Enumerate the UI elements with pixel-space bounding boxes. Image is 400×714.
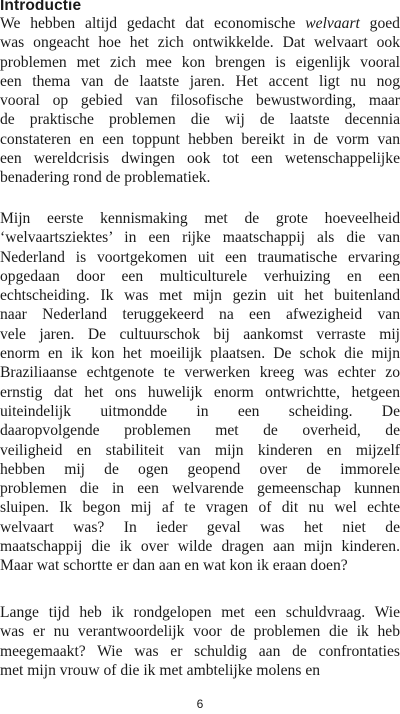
text-line: hebben mij de ogen geopend over de immorele <box>0 460 400 478</box>
text-line: We hebben altijd gedacht dat economische welvaart goed <box>0 15 400 32</box>
text-line: uiteindelijk uitmondde in een scheiding. De <box>0 402 400 420</box>
emphasis: welvaart <box>305 15 360 32</box>
text-line: een thema van de laatste jaren. Het accent ligt nu nog <box>0 72 400 90</box>
text-line: maatschappij die ik over wilde dragen aan mijn kinderen. <box>0 538 400 556</box>
text-line: Maar wat schortte er dan aan en wat kon ik eraan doen? <box>0 557 348 575</box>
text-line: echtscheiding. Ik was met mijn gezin uit het buitenland <box>0 287 400 305</box>
text-line: de praktische problemen die wij de laatste decennia <box>0 111 400 129</box>
text-line: vele jaren. De cultuurschok bij aankomst verraste mij <box>0 325 400 343</box>
page-number: 6 <box>196 697 204 711</box>
paragraph-3 <box>0 603 400 680</box>
paragraph-2 <box>0 209 400 576</box>
section-heading: Introductie <box>0 0 82 14</box>
text-line: problemen die in een welvarende gemeenschap kunnen <box>0 480 400 498</box>
text-line: met mijn vrouw of die ik met ambtelijke molens en <box>0 661 321 679</box>
text-line: problemen met zich mee kon brengen is eigenlijk vooral <box>0 53 400 71</box>
text-line: benadering rond de problematiek. <box>0 169 211 187</box>
text-line: meegemaakt? Wie was er schuldig aan de confrontaties <box>0 642 400 660</box>
text-line: welvaart was? In ieder geval was het niet de <box>0 518 400 536</box>
text-line: Nederland is voortgekomen uit een traumatische ervaring <box>0 248 400 266</box>
text-line: was ongeacht hoe het zich ontwikkelde. Dat welvaart ook <box>0 34 400 52</box>
text-line: naar Nederland teruggekeerd na een afwezigheid van <box>0 306 400 324</box>
text-line: vooral op gebied van filosofische bewustwording, maar <box>0 92 400 110</box>
text-line: Braziliaanse echtgenote te verwerken kreeg was echter zo <box>0 364 400 382</box>
paragraph-1 <box>0 14 400 188</box>
text-line: daaropvolgende problemen met de overheid, de <box>0 422 400 440</box>
text-line: enorm en ik kon het moeilijk plaatsen. De schok die mijn <box>0 345 400 363</box>
text-line: constateren en een toppunt hebben bereikt in de vorm van <box>0 130 400 148</box>
text-line: ernstig dat het ons huwelijk enorm ontwrichtte, hetgeen <box>0 383 400 401</box>
text-line: een wereldcrisis dwingen ook tot een wetenschappelijke <box>0 150 400 168</box>
text-line: was er nu verantwoordelijk voor de problemen die ik heb <box>0 623 400 641</box>
text-line: veiligheid en stabiliteit van mijn kinderen en mijzelf <box>0 441 400 459</box>
text-line: Mijn eerste kennismaking met de grote hoeveelheid <box>0 210 400 227</box>
text-line: ‘welvaartsziektes’ in een rijke maatschappij als die van <box>0 229 400 247</box>
text-line: opgedaan door een multiculturele verhuizing en een <box>0 267 400 285</box>
text-line: Lange tijd heb ik rondgelopen met een schuldvraag. Wie <box>0 604 400 621</box>
text-line: sluipen. Ik begon mij af te vragen of dit nu wel echte <box>0 499 400 517</box>
